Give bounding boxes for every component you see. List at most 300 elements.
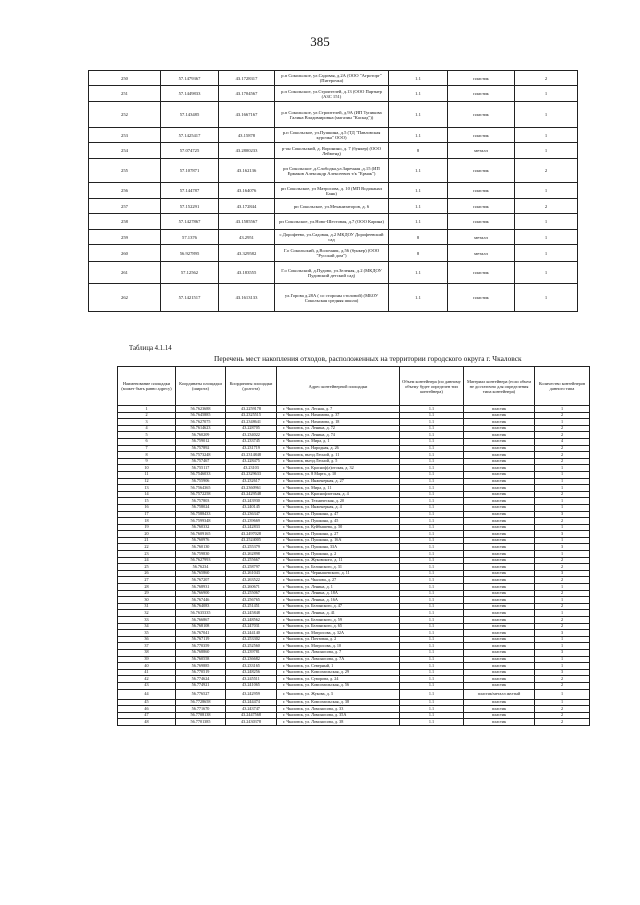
table-cell: 56.7627993 (176, 557, 226, 564)
table-cell: 1 (535, 504, 590, 511)
table-cell: 43.2259178 (226, 406, 277, 413)
table-cell: г. Чкаловск, ул. Красноф(л)отская, д. 32 (277, 465, 400, 472)
table-cell-addr: р.п Сокольское, ул.Строителей, д.13 (ООО Партнер (АЗС 151) (275, 86, 389, 102)
table-cell: 56.7573248 (176, 452, 226, 459)
table-cell: 56.770359 (176, 643, 226, 650)
table-cell: 43.232617 (226, 478, 277, 485)
table-cell: г. Чкаловск, ул. Матросова, д. 10 (277, 643, 400, 650)
table-cell: 1 (535, 537, 590, 544)
page-number: 385 (310, 34, 330, 49)
table-cell: 14 (118, 491, 176, 498)
table-cell: 43.248256 (226, 669, 277, 676)
table-cell: 43.242833 (226, 524, 277, 531)
table-row (118, 425, 590, 432)
table-cell: пластик (464, 524, 535, 531)
table-cell: 43.228705 (226, 425, 277, 432)
table-row (89, 183, 578, 199)
table-cell-lon: 43.183555 (219, 262, 275, 284)
table-row (118, 465, 590, 472)
table-cell-lat: 57.1421517 (161, 284, 219, 312)
table-cell: пластик (464, 412, 535, 419)
table-cell: пластик (464, 570, 535, 577)
table-cell: г. Чкаловск, ул. Пушкина, д. 47 (277, 511, 400, 518)
table-cell: 56.764083 (176, 603, 226, 610)
table-cell-vol: 1.1 (389, 71, 448, 86)
table-cell: 1.1 (400, 412, 464, 419)
table-cell: 1.1 (400, 465, 464, 472)
table-cell: 1.1 (400, 518, 464, 525)
table-cell: пластик (464, 465, 535, 472)
table-cell: 1 (535, 524, 590, 531)
table-cell-cnt: 1 (515, 143, 578, 159)
table-cell: г. Чкаловск, ул. Пушкина, д. 16А (277, 537, 400, 544)
table-row (118, 412, 590, 419)
table-cell: г. Чкаловск, ул. Ленина, д. 74 (277, 432, 400, 439)
table-cell: 56.759830 (176, 551, 226, 558)
table-cell: 56.7645885 (176, 412, 226, 419)
table-cell: 43.231719 (226, 445, 277, 452)
table-cell: 46 (118, 706, 176, 713)
table-row (118, 478, 590, 485)
table-cell: г. Чкаловск, ул. Белинского, д. 59 (277, 617, 400, 624)
column-header: Наименование площадки (может быть равно адресу) (118, 367, 176, 406)
table-cell: 35 (118, 630, 176, 637)
table-cell-num: 252 (89, 102, 161, 128)
table-cell: 1 (535, 465, 590, 472)
table-cell: 11 (118, 471, 176, 478)
table-cell: 1 (535, 584, 590, 591)
table-cell: пластик (464, 438, 535, 445)
table-row (118, 498, 590, 505)
table-cell: 1.1 (400, 438, 464, 445)
table-cell: 1 (535, 610, 590, 617)
table-cell: пластик (464, 537, 535, 544)
table-cell: 56.755117 (176, 465, 226, 472)
table-cell: 43.2524005 (226, 537, 277, 544)
table-row (89, 143, 578, 159)
table-cell: 56.760976 (176, 537, 226, 544)
table-cell: 5 (118, 432, 176, 439)
table-cell-addr: с.Дорофеево, ул.Садовая, д.2 МКДОУ Дорофеевский сад (275, 230, 389, 245)
table-cell: 1.1 (400, 630, 464, 637)
table-cell: 1 (535, 636, 590, 643)
table-chkalovsk-body (118, 406, 590, 726)
table-cell: 56.774921 (176, 682, 226, 689)
table-cell: 15 (118, 498, 176, 505)
table-cell: г. Чкаловск, ул. Ленина, д. 72 (277, 425, 400, 432)
table-cell: 1 (535, 485, 590, 492)
table-cell: 1 (535, 551, 590, 558)
table-cell: 43.2325515 (226, 412, 277, 419)
table-row (118, 491, 590, 498)
table-cell: 43.253302 (226, 636, 277, 643)
table-cell: г. Чкаловск, ул. Комсомольская, д. 29 (277, 669, 400, 676)
table-cell: 1.1 (400, 537, 464, 544)
table-cell: 43.2447568 (226, 712, 277, 719)
table-cell: пластик (464, 603, 535, 610)
table-cell: 25 (118, 564, 176, 571)
table-cell: 1.1 (400, 682, 464, 689)
table-cell: пластик (464, 719, 535, 726)
table-cell: 56.760332 (176, 524, 226, 531)
table-cell: 1.1 (400, 419, 464, 426)
table-cell: 43.234022 (226, 432, 277, 439)
table-cell: 1.1 (400, 570, 464, 577)
table-cell-lon: 43.1613133 (219, 284, 275, 312)
table-cell: 56.7708138 (176, 712, 226, 719)
table-cell: 41 (118, 669, 176, 676)
table-cell: г. Чкаловск, ул. Инженерная, д. 27 (277, 478, 400, 485)
table-row (118, 524, 590, 531)
table-row (118, 432, 590, 439)
table-cell: 43.262898 (226, 551, 277, 558)
table-cell: 1.1 (400, 504, 464, 511)
table-cell-addr: рп Сокольское ,д.Слободка,ул.Заречная ,д.15 (ИП Ермаков Александр Алексеевич т/к "Ермак") (275, 159, 389, 183)
table-cell: 56.767446 (176, 597, 226, 604)
table-cell: 1.1 (400, 699, 464, 706)
table-cell: 12 (118, 478, 176, 485)
table-cell: г. Чкаловск, ул. Пушкина, д. 2 (277, 551, 400, 558)
table-cell: г. Чкаловск, ул. Инженерная, д. 4 (277, 504, 400, 511)
table-cell: пластик (464, 643, 535, 650)
table-cell: 1.1 (400, 452, 464, 459)
table-cell: 43.247031 (226, 623, 277, 630)
table-cell: 1.1 (400, 712, 464, 719)
table-cell: 23 (118, 551, 176, 558)
table-cell-lat: 57.144787 (161, 183, 219, 199)
table-cell-addr: рп Сокольское, ул.Механизаторов, д. 6 (275, 199, 389, 214)
table-chkalovsk (117, 366, 590, 726)
table-cell: 1.1 (400, 544, 464, 551)
table-row (118, 452, 590, 459)
table-cell: 56.767119 (176, 636, 226, 643)
table-cell-num: 251 (89, 86, 161, 102)
table-row (118, 636, 590, 643)
table-cell: г. Чкаловск, ул. Ломоносова, д. 7А (277, 656, 400, 663)
table-cell-vol: 8 (389, 143, 448, 159)
table-cell: 56.7609165 (176, 531, 226, 538)
table-cell: г. Чкаловск, ул. Ломоносова, д. 38 (277, 719, 400, 726)
table-row (118, 610, 590, 617)
table-cell: 56.757803 (176, 498, 226, 505)
table-cell: 9 (118, 458, 176, 465)
table-row (118, 590, 590, 597)
table-cell: 37 (118, 643, 176, 650)
table-cell: 4 (118, 425, 176, 432)
table-cell: 2 (535, 603, 590, 610)
table-cell: г. Чкаловск, ул. Мира, д. 11 (277, 485, 400, 492)
table-cell-vol: 1.1 (389, 284, 448, 312)
table-cell: 4 (535, 438, 590, 445)
table-cell-addr: р-он Сокольский, д. Воронино, д. 7 (бункер) (ООО Лейменд) (275, 143, 389, 159)
table-cell: 3 (535, 511, 590, 518)
table-cell: пластик (464, 452, 535, 459)
table-cell: пластик (464, 458, 535, 465)
table-sokolskoe-body (89, 71, 578, 312)
table-cell: 1.1 (400, 406, 464, 413)
table-cell: 1.1 (400, 551, 464, 558)
table-row (118, 471, 590, 478)
table-cell-addr: р.п Сокольское, ул.Пушкина, д.5 (ТД "Павловская курочка" ООО) (275, 128, 389, 143)
table-cell-mat: металл (448, 143, 515, 159)
table-cell-num: 259 (89, 230, 161, 245)
table-cell-lon: 43.1667167 (219, 102, 275, 128)
table-cell: 2 (535, 557, 590, 564)
table-cell: 43.255379 (226, 544, 277, 551)
table-cell: пластик (464, 531, 535, 538)
table-cell-lat: 56.927895 (161, 245, 219, 262)
table-cell: 43.23103 (226, 465, 277, 472)
table-cell-mat: пластик (448, 214, 515, 230)
table-cell-lon: 43.2951 (219, 230, 275, 245)
table-cell-mat: пластик (448, 262, 515, 284)
table-row (89, 230, 578, 245)
table-cell-mat: пластик (448, 183, 515, 199)
table-cell: 56.7614623 (176, 425, 226, 432)
table-cell: г. Чкаловск, ул. Краснофлотская, д. 4 (277, 491, 400, 498)
table-cell-addr: рп Сокольское, ул.Ново-Шестовая, д.7 (ООО Карина) (275, 214, 389, 230)
table-cell: пластик (464, 544, 535, 551)
table-cell: 31 (118, 603, 176, 610)
table-cell: 1 (535, 643, 590, 650)
table-cell-num: 255 (89, 159, 161, 183)
table-cell: г. Чкаловск, ул. Северный, 1 (277, 663, 400, 670)
table-cell: пластик (464, 597, 535, 604)
column-header: Объем контейнера (по данному объему будет определен тип контейнера) (400, 367, 464, 406)
table-cell-lat: 57.1425417 (161, 128, 219, 143)
table-cell: пластик (464, 504, 535, 511)
table-cell-vol: 1.1 (389, 214, 448, 230)
table-cell: 2 (535, 564, 590, 571)
table-cell-lon: 43.1704567 (219, 86, 275, 102)
table-row (89, 199, 578, 214)
table-row (118, 719, 590, 726)
table-row (118, 570, 590, 577)
table-cell: пластик (464, 676, 535, 683)
table-cell: 32 (118, 610, 176, 617)
table-cell: 22 (118, 544, 176, 551)
table-cell-mat: пластик (448, 159, 515, 183)
table-cell-num: 260 (89, 245, 161, 262)
table-cell: пластик (464, 610, 535, 617)
table-row (118, 669, 590, 676)
table-cell: 1.1 (400, 511, 464, 518)
table-cell: 43.258797 (226, 564, 277, 571)
table-cell: г. Чкаловск, ул. Жукова, д. 3 (277, 689, 400, 699)
table-cell-num: 258 (89, 214, 161, 230)
table-cell-cnt: 1 (515, 128, 578, 143)
table-row (118, 584, 590, 591)
table-cell: пластик (464, 498, 535, 505)
table-cell: пластик (464, 445, 535, 452)
table-row (118, 663, 590, 670)
table-cell: г. Чкаловск, ул. 8 Марта, д. 10 (277, 471, 400, 478)
table-cell: 56.7564365 (176, 485, 226, 492)
table-cell: 2 (535, 491, 590, 498)
table-cell: 43.2497028 (226, 531, 277, 538)
table-row (118, 706, 590, 713)
table-cell: 26 (118, 570, 176, 577)
table-cell: 1.1 (400, 656, 464, 663)
table-cell: 1.1 (400, 557, 464, 564)
table-cell: 43.239781 (226, 649, 277, 656)
table-cell: г. Чкаловск, ул. Белинского, д. 31 (277, 564, 400, 571)
table-cell: 1.1 (400, 590, 464, 597)
table-cell: 1.1 (400, 432, 464, 439)
table-cell: 45 (118, 699, 176, 706)
table-cell: 56.766867 (176, 617, 226, 624)
table-cell: 56.7623688 (176, 406, 226, 413)
table-cell: г. Чкаловск, въезд Лесной, д. 11 (277, 452, 400, 459)
table-cell-lon: 43.15878 (219, 128, 275, 143)
table-cell: пластик (464, 649, 535, 656)
table-cell: пластик (464, 584, 535, 591)
table-cell: 19 (118, 524, 176, 531)
table-sokolskoe (88, 70, 578, 312)
table-cell: 27 (118, 577, 176, 584)
table-row (118, 557, 590, 564)
table-row (89, 102, 578, 128)
table-cell: 21 (118, 537, 176, 544)
table-cell: 2 (535, 458, 590, 465)
table-cell: пластик (464, 432, 535, 439)
table-cell: пластик (464, 564, 535, 571)
table-cell: 43.252560 (226, 643, 277, 650)
table-cell: 2 (535, 617, 590, 624)
table-cell: г. Чкаловск, ул. Чкалова, д. 27 (277, 577, 400, 584)
table-cell: 56.759012 (176, 438, 226, 445)
table-cell: 1 (118, 406, 176, 413)
table-cell-lon: 43.329582 (219, 245, 275, 262)
column-header: Координаты площадки (долгота) (226, 367, 277, 406)
table-cell: 56.760209 (176, 432, 226, 439)
table-cell-vol: 1.1 (389, 199, 448, 214)
table-cell-num: 261 (89, 262, 161, 284)
table-cell: г. Чкаловск, въезд Лесной, д. 5 (277, 458, 400, 465)
table-cell: 1.1 (400, 524, 464, 531)
table-cell: 56.765860 (176, 570, 226, 577)
table-cell: г. Чкаловск, ул. Ленина, д. 16А (277, 597, 400, 604)
table-cell: 43.236682 (226, 656, 277, 663)
table-row (118, 603, 590, 610)
table-cell-vol: 1.1 (389, 86, 448, 102)
table-cell: 1.1 (400, 719, 464, 726)
table-cell: 56.766900 (176, 590, 226, 597)
table-cell: 3 (118, 419, 176, 426)
table-cell: 44 (118, 689, 176, 699)
table-cell: 43.2429548 (226, 491, 277, 498)
table-cell: 3 (535, 669, 590, 676)
table-cell: 56.768860 (176, 649, 226, 656)
table-row (118, 551, 590, 558)
table-cell: 16 (118, 504, 176, 511)
table-cell: 42 (118, 676, 176, 683)
table-cell: 3 (535, 544, 590, 551)
table-cell: г. Чкаловск, ул. Почтовая, д. 2 (277, 636, 400, 643)
table-cell: 56.7627075 (176, 419, 226, 426)
table-cell-lat: 57.152291 (161, 199, 219, 214)
table-cell-cnt: 2 (515, 199, 578, 214)
column-header: Материал контейнера (если объем не достаточно для определения типа контейнера) (464, 367, 535, 406)
table-cell: 2 (535, 412, 590, 419)
table-cell: 43.233165 (226, 663, 277, 670)
table-cell: 56.771670 (176, 706, 226, 713)
table-row (118, 485, 590, 492)
table-cell: 56.757467 (176, 458, 226, 465)
table-cell: 3 (535, 630, 590, 637)
table-cell: 1 (535, 471, 590, 478)
table-cell: 56.757892 (176, 445, 226, 452)
table-cell: 1.1 (400, 458, 464, 465)
table-row (89, 86, 578, 102)
table-cell: пластик (464, 518, 535, 525)
table-cell: г. Чкаловск, ул. Матросова, д. 32А (277, 630, 400, 637)
table-row (118, 689, 590, 699)
table-cell-mat: пластик (448, 128, 515, 143)
table-row (89, 214, 578, 230)
table-cell-num: 253 (89, 128, 161, 143)
table-cell: г. Чкаловск, ул. Мира, д. 1 (277, 438, 400, 445)
table-cell: пластик (464, 478, 535, 485)
table-cell: 56.7599348 (176, 518, 226, 525)
table-cell: 43.242959 (226, 689, 277, 699)
table-cell: 43.236347 (226, 511, 277, 518)
table-cell: 56.768931 (176, 584, 226, 591)
table-cell: 43.251451 (226, 603, 277, 610)
table-cell-lat: 57.074725 (161, 143, 219, 159)
table-cell-mat: пластик (448, 284, 515, 312)
table-row (118, 564, 590, 571)
table-cell: 1.1 (400, 676, 464, 683)
table-cell: 29 (118, 590, 176, 597)
table-cell: г. Чкаловск, ул. Ленина, д. 18А (277, 590, 400, 597)
table-cell: 39 (118, 656, 176, 663)
table-cell: 1.1 (400, 603, 464, 610)
table-cell: г. Чкаловск, ул. Белинского, д. 47 (277, 603, 400, 610)
table-cell-cnt: 1 (515, 230, 578, 245)
table-cell: 3 (535, 570, 590, 577)
table-cell: 1.1 (400, 491, 464, 498)
table-cell: 43.248562 (226, 617, 277, 624)
table-cell: 43.240145 (226, 504, 277, 511)
table-cell: 17 (118, 511, 176, 518)
table-cell: 2 (535, 706, 590, 713)
table-cell: г. Чкаловск, ул. Комсомольская, д. 56 (277, 682, 400, 689)
table-cell: 20 (118, 531, 176, 538)
table-cell-mat: пластик (448, 102, 515, 128)
table-cell: 1.1 (400, 689, 464, 699)
table-row (118, 537, 590, 544)
column-header: Координаты площадки (широта) (176, 367, 226, 406)
table-cell: 1 (535, 656, 590, 663)
table-cell: 56.7572258 (176, 491, 226, 498)
table-cell: 56.755906 (176, 478, 226, 485)
table-cell: 2 (535, 577, 590, 584)
table-cell: 1.1 (400, 498, 464, 505)
table-cell: 10 (118, 465, 176, 472)
table-cell: 56.767207 (176, 577, 226, 584)
table-cell: пластик (464, 471, 535, 478)
table-cell: 1 (535, 663, 590, 670)
table-cell: 1 (535, 597, 590, 604)
table-cell-lat: 57.107871 (161, 159, 219, 183)
table-cell: 1.1 (400, 623, 464, 630)
table-cell: 43.2430378 (226, 719, 277, 726)
table-cell: 1.1 (400, 577, 464, 584)
table-chkalovsk-header (118, 367, 590, 406)
table-row (118, 577, 590, 584)
table-cell: г. Чкаловск, ул. Пушкина, д. 45 (277, 518, 400, 525)
